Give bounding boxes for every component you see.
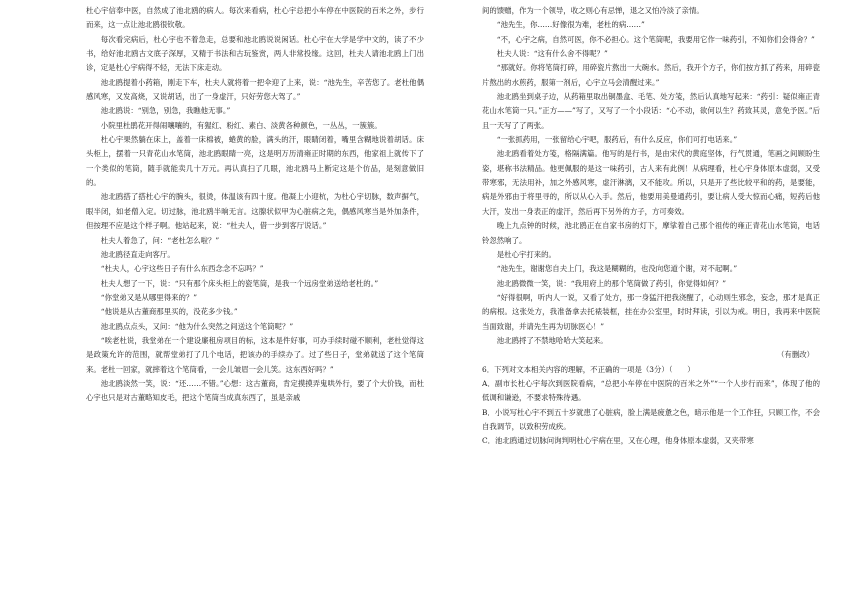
left-paragraph: 池北鸥说：“别急，别急，我瞧他无事。” [100, 106, 231, 116]
right-paragraph: 池北鸥看着处方笺，格隔满篇。他写的是行书，是由宋代的黄庭坚体，行气贯通，笔画之间顾盼生姿，堪称书法精品。他更佩服的是这一味药引，古人来有此例！从病理看，杜心宇身体原本虚弱，又受带寒邪，无法用补，加之外感风寒，虚汗淋漓，又不能攻。所以，只是开了些比较平和的药，是要能，病是外邪由于将里寻的，所以从心入手。然后，他要用美曼通药引，要让病人受大惊而心痛，短药后他大汗，发出一身表正的虚汗，然后再下另外的方子，方可奏效。 [482, 149, 820, 216]
left-paragraph: 池北鸥提着小药箱，刚走下车，杜夫人就将着一把伞迎了上来，说：“池先生，辛苦您了。老杜他偶感风寒，又发高烧，又说胡话，出了一身虚汗，只好劳您大驾了。” [86, 77, 424, 102]
right-column [482, 4, 820, 449]
right-paragraph: “好得很啊，听内人一说，又看了处方，那一身猛汗把我浇醒了，心动则生邪念，妄念，那才是真正的病根。这张处方，我准备拿去托裱装框，挂在办公室里，时时拜读，引以为戒。明日，我再来中医院当面致谢，并请先生再为切脉医心！” [482, 292, 820, 331]
left-paragraph: 每次看完病后，杜心宇也不着急走，总要和池北鸥说说闲话。杜心宇在大学是学中文的，读了不少书，给好池北鸥古文底子深厚，又精于书法和古玩鉴赏，两人非常投缘。这回，杜夫人请池北鸥上门出诊，定是杜心宇病得不轻，无法下床走动。 [86, 34, 424, 73]
right-paragraph: 杜夫人说：“这有什么舍不得呢？” [496, 49, 608, 59]
right-paragraph: 6．下列对文本相关内容的理解，不正确的一项是（3分）（ ） [482, 364, 695, 374]
left-paragraph: 池北鸥淡然一笑，说：“还……不错。”心想：这古董商，肯定摸摸弄鬼哄外行，要了个大价钱，而杜心宇也只是对古董略知皮毛，把这个笔筒当成真东西了，虽是亲戚 [86, 378, 424, 403]
right-paragraph: 池北鸥捋了不禁地哈哈大笑起来。 [496, 335, 608, 345]
left-paragraph: 杜夫人着急了，问：“老杜怎么啦？” [100, 235, 220, 245]
left-paragraph: 小院里杜鹃花开得闹嚷嚷的，有猩红、粉红、素白、淡黄各种颜色，一丛丛，一簇簇。 [100, 120, 382, 130]
left-paragraph: “唉老杜说，我堂弟在一个建设廉租房项目的标，这本是件好事，可办手续时碰不顺利，老杜觉得这是政策允许的范围，就帮堂弟打了几个电话，把该办的手续办了。过了些日子，堂弟就送了这个笔筒来。老杜一回家，就摔着这个笔筒看，一会儿皱眉一会儿笑。这东西好吗？” [86, 335, 424, 374]
right-paragraph: 是杜心宇打来的。 [496, 249, 556, 259]
left-paragraph: 杜心宇果然躺在床上，盖着一床棉被，蜷黄的脸，满头的汗，眼睛闭着，嘴里含糊地说着胡话。床头柜上，摆着一只青花山水笔筒，池北鸥眼睛一亮，这是明万历清雍正时期的东西，他家祖上就传下了一个类似的笔筒，随手就能卖几十万元。再认真扫了几眼，池北鸥马上断定这是个仿品，是刻意做旧的。 [86, 135, 424, 188]
left-paragraph: 池北鸥点点头，又问：“他为什么突然之间送这个笔筒呢？” [100, 321, 294, 331]
right-paragraph: （有删改） [777, 350, 814, 360]
left-column [86, 4, 424, 406]
right-paragraph: B．小说写杜心宇不到五十岁就患了心脏病，脸上满是疲惫之色，暗示他是一个工作狂，只顾工作，不会自我调节，以致积劳成疾。 [482, 407, 820, 431]
right-paragraph: 晚上九点钟的时候，池北鸥正在自家书房的灯下，摩挲着自己那个祖传的雍正青花山水笔筒，电话铃忽然响了。 [482, 221, 820, 245]
right-paragraph: “一张抓药用，一张留给心宇吧，服药后，有什么反应，你们可打电话来。” [496, 135, 738, 145]
right-paragraph: “那就好。你将笔筒打碎，用碎瓷片熬出一大碗水。然后，我开个方子，你们按方抓了药来，用碎瓷片熬出的水煎药，服第一剂后，心宇立马会清醒过来。” [482, 63, 820, 87]
left-paragraph: “杜夫人，心宇这些日子有什么东西念念不忘吗？” [100, 264, 264, 274]
left-paragraph: 池北鸥径直走向客厅。 [100, 249, 175, 259]
left-paragraph: “他说是从古董商那里买的，没花多少钱。” [100, 307, 238, 317]
right-paragraph: 池北鸥坐到桌子边，从药箱里取出铜墨盒、毛笔、处方笺，然后认真地写起来：“药引：疑似雍正青花山水笔筒一只。”正方——”写了，又写了一个小段话：“心不动，欲何以生？药致其灵，意免予医。”后且一天写了了两张。 [482, 92, 820, 130]
left-paragraph: 池北鸥搭了搭杜心宇的腕头，很烫，体温该有四十度。他凝上小迎杭，为杜心宇切脉，数声摒气，眼半闭，如老僧入定。切过脉，池北鸥半晌无言。这腺状似甲为心脏病之先，偶感风寒当是外加条件，但按理不应是这个样子啊。他站起来，说：“杜夫人，借一步到客厅说话。” [86, 192, 424, 231]
right-paragraph: C．池北鸥通过切脉问询判明杜心宇病在里，又在心理，他身体原本虚弱，又夹带寒 [482, 436, 754, 446]
right-paragraph: “池先生，你……好像很为难，老杜的病……” [496, 20, 645, 30]
right-paragraph: “池先生，谢谢您自夫上门，我这是糊糊的，也没向您道个谢，对不起啊。” [496, 264, 738, 274]
left-paragraph: 杜心宇信奉中医，自然成了池北鸥的病人。每次来看病，杜心宇总把小车停在中医院的百米之外，步行而来，这一点让池北鸥很钦敬。 [86, 6, 424, 30]
left-paragraph: “你堂弟又是从哪里得来的？” [100, 292, 198, 302]
right-paragraph: 间的馈赠，作为一个领导，收之则心有忌惮，退之又怕冷淡了亲情。 [482, 6, 704, 15]
left-paragraph: 杜夫人想了一下，说：“只有那个床头柜上的瓷笔筒，是我一个远房堂弟送给老杜的。” [100, 278, 379, 288]
right-paragraph: “不，心宇之病，自然可医，你不必担心。这个笔筒呢，我要用它作一味药引，不知你们会得舍？” [496, 34, 815, 44]
right-paragraph: 池北鸥微微一笑，说：“我用府上的那个笔筒做了药引，你觉得如何？” [496, 278, 727, 288]
right-paragraph: A．副市长杜心宇每次到医院看病，“总把小车停在中医院的百米之外”“一个人步行而来”，体现了他的低调和谦逊，不要求特殊待遇。 [482, 378, 820, 403]
